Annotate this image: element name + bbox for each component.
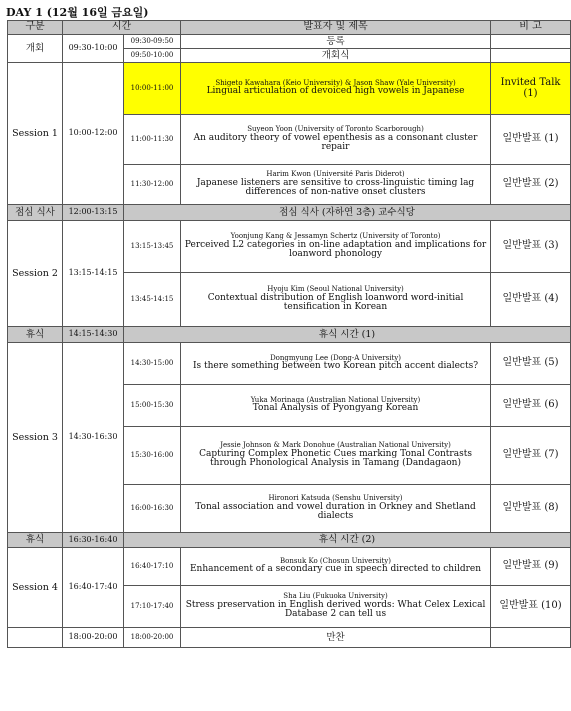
talk-author: Sha Liu (Fukuoka University) (283, 592, 388, 601)
break2-label: 휴식 (8, 533, 63, 548)
talk-title: Tonal association and vowel duration in Orkney and Shetland dialects (195, 501, 476, 522)
row-text: 개회식 (181, 49, 491, 63)
lunch-time: 12:00-13:15 (63, 205, 124, 221)
header-talk: 발표자 및 제목 (181, 21, 491, 35)
session1-time: 10:00-12:00 (63, 63, 124, 205)
talk-time: 15:00-15:30 (124, 385, 181, 427)
talk-author: Hyoju Kim (Seoul National University) (267, 285, 404, 294)
talk-cell (181, 385, 491, 427)
talk-note: 일반발표 (10) (491, 586, 571, 628)
session3-label: Session 3 (8, 343, 63, 533)
talk-title: An auditory theory of vowel epenthesis as a consonant cluster repair (193, 132, 478, 153)
talk-note: 일반발표 (7) (491, 427, 571, 485)
talk-author: Dongmyung Lee (Dong-A University) (270, 354, 401, 363)
table-row (8, 628, 571, 648)
row-time: 09:50-10:00 (124, 49, 181, 63)
talk-author: Shigeto Kawahara (Keio University) & Jason Shaw (Yale University) (215, 79, 456, 88)
talk-note: 일반발표 (4) (491, 273, 571, 327)
talk-note: Invited Talk (1) (491, 63, 571, 115)
talk-cell (181, 548, 491, 586)
talk-cell (181, 221, 491, 273)
talk-cell (181, 115, 491, 165)
opening-time: 09:30-10:00 (63, 35, 124, 63)
dinner-label (8, 628, 63, 648)
talk-time: 16:00-16:30 (124, 485, 181, 533)
talk-cell (181, 165, 491, 205)
break1-text: 휴식 시간 (1) (124, 327, 571, 343)
talk-time: 15:30-16:00 (124, 427, 181, 485)
row-text: 등록 (181, 35, 491, 49)
talk-note: 일반발표 (8) (491, 485, 571, 533)
talk-author: Yoonjung Kang & Jessamyn Schertz (University of Toronto) (230, 232, 441, 241)
talk-title: Lingual articulation of devoiced high vowels in Japanese (206, 86, 465, 97)
talk-cell (181, 586, 491, 628)
table-row (8, 343, 571, 385)
talk-cell (181, 427, 491, 485)
talk-title: Tonal Analysis of Pyongyang Korean (252, 403, 419, 414)
talk-author: Suyeon Yoon (University of Toronto Scarborough) (247, 125, 424, 134)
page-title: DAY 1 (12월 16일 금요일) (6, 6, 149, 19)
break1-time: 14:15-14:30 (63, 327, 124, 343)
break2-time: 16:30-16:40 (63, 533, 124, 548)
talk-note: 일반발표 (3) (491, 221, 571, 273)
break2-text: 휴식 시간 (2) (124, 533, 571, 548)
talk-time: 11:30-12:00 (124, 165, 181, 205)
session3-time: 14:30-16:30 (63, 343, 124, 533)
lunch-label: 점심 식사 (8, 205, 63, 221)
talk-title: Stress preservation in English derived words: What Celex Lexical Database 2 can tell us (185, 599, 486, 620)
table-row (8, 63, 571, 115)
talk-note: 일반발표 (2) (491, 165, 571, 205)
table-row (8, 205, 571, 221)
header-time: 시간 (63, 21, 181, 35)
session4-time: 16:40-17:40 (63, 548, 124, 628)
table-row (8, 35, 571, 49)
schedule-table (7, 20, 571, 648)
session2-label: Session 2 (8, 221, 63, 327)
talk-time: 11:00-11:30 (124, 115, 181, 165)
dinner-text: 만찬 (181, 628, 491, 648)
talk-time: 14:30-15:00 (124, 343, 181, 385)
talk-title: Japanese listeners are sensitive to cross-linguistic timing lag differences of non-native onset clusters (196, 177, 475, 198)
header-note: 비 고 (491, 21, 571, 35)
session2-time: 13:15-14:15 (63, 221, 124, 327)
talk-time: 10:00-11:00 (124, 63, 181, 115)
table-row (8, 327, 571, 343)
talk-time: 13:45-14:15 (124, 273, 181, 327)
header-row (8, 21, 571, 35)
talk-note: 일반발표 (1) (491, 115, 571, 165)
dinner-note (491, 628, 571, 648)
talk-author: Hironori Katsuda (Senshu University) (268, 494, 403, 503)
talk-author: Harim Kwon (Université Paris Diderot) (266, 170, 405, 179)
table-row (8, 533, 571, 548)
talk-cell (181, 343, 491, 385)
row-time: 09:30-09:50 (124, 35, 181, 49)
talk-note: 일반발표 (6) (491, 385, 571, 427)
talk-author: Yuka Morinaga (Australian National University) (250, 396, 421, 405)
session1-label: Session 1 (8, 63, 63, 205)
talk-cell (181, 485, 491, 533)
talk-note: 일반발표 (5) (491, 343, 571, 385)
talk-cell (181, 63, 491, 115)
talk-title: Is there something between two Korean pitch accent dialects? (192, 361, 479, 372)
talk-author: Jessie Johnson & Mark Donohue (Australian National University) (220, 441, 451, 450)
table-row (8, 221, 571, 273)
talk-title: Capturing Complex Phonetic Cues marking Tonal Contrasts through Phonological Analysis in Tamang (Dandagaon) (199, 448, 472, 469)
row-note (491, 49, 571, 63)
row-note (491, 35, 571, 49)
talk-time: 16:40-17:10 (124, 548, 181, 586)
dinner-time: 18:00-20:00 (63, 628, 124, 648)
talk-title: Contextual distribution of English loanword word-initial tensification in Korean (207, 292, 464, 313)
opening-label: 개회 (8, 35, 63, 63)
talk-time: 13:15-13:45 (124, 221, 181, 273)
talk-title: Enhancement of a secondary cue in speech directed to children (189, 564, 482, 575)
session4-label: Session 4 (8, 548, 63, 628)
break1-label: 휴식 (8, 327, 63, 343)
lunch-text: 점심 식사 (자하연 3층) 교수식당 (124, 205, 571, 221)
talk-note: 일반발표 (9) (491, 548, 571, 586)
talk-time: 17:10-17:40 (124, 586, 181, 628)
dinner-subtime: 18:00-20:00 (124, 628, 181, 648)
talk-title: Perceived L2 categories in on-line adaptation and implications for loanword phonology (184, 239, 487, 260)
header-session: 구분 (8, 21, 63, 35)
talk-author: Bonsuk Ko (Chosun University) (280, 557, 391, 566)
table-row (8, 548, 571, 586)
talk-cell (181, 273, 491, 327)
